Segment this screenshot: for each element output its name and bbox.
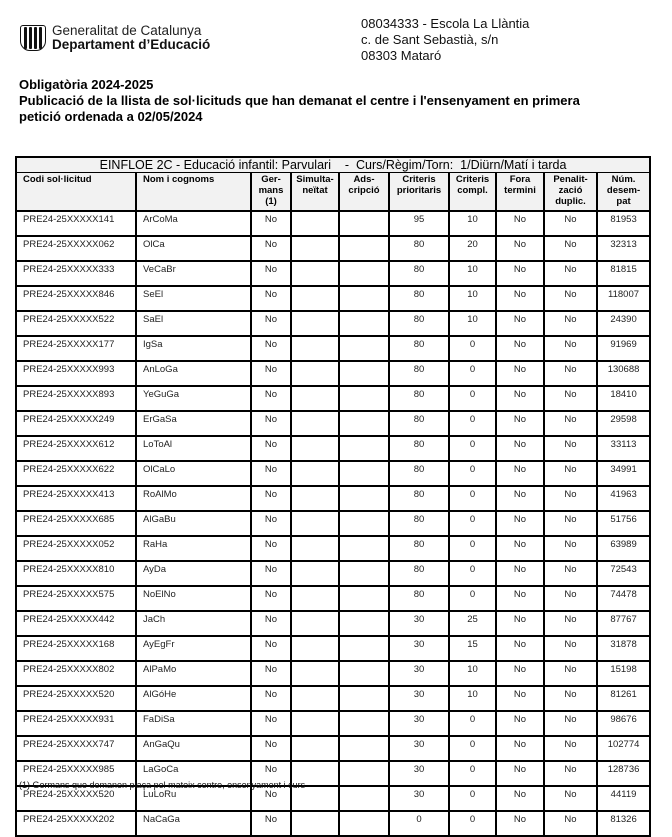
cell-prioritaris: 80 bbox=[389, 236, 449, 261]
cell-germans: No bbox=[251, 236, 291, 261]
cell-compl: 25 bbox=[449, 611, 496, 636]
cell-fora: No bbox=[496, 561, 544, 586]
table-row bbox=[16, 661, 650, 686]
cell-codi: PRE24-25XXXXX985 bbox=[16, 761, 136, 786]
school-city: 08303 Mataró bbox=[361, 48, 442, 63]
cell-desempat: 15198 bbox=[597, 661, 650, 686]
cell-prioritaris: 80 bbox=[389, 411, 449, 436]
cell-simultaneitat bbox=[291, 611, 339, 636]
cell-desempat: 24390 bbox=[597, 311, 650, 336]
cell-desempat: 81815 bbox=[597, 261, 650, 286]
cell-nom: FaDiSa bbox=[136, 711, 251, 736]
cell-adscripcio bbox=[339, 436, 389, 461]
cell-germans: No bbox=[251, 486, 291, 511]
cell-germans: No bbox=[251, 811, 291, 836]
cell-germans: No bbox=[251, 286, 291, 311]
col-header-prioritaris: Criteris prioritaris bbox=[389, 173, 449, 212]
cell-simultaneitat bbox=[291, 461, 339, 486]
cell-prioritaris: 30 bbox=[389, 786, 449, 811]
cell-penal: No bbox=[544, 311, 597, 336]
cell-adscripcio bbox=[339, 286, 389, 311]
cell-simultaneitat bbox=[291, 261, 339, 286]
table-row bbox=[16, 636, 650, 661]
table-row bbox=[16, 386, 650, 411]
cell-prioritaris: 80 bbox=[389, 261, 449, 286]
col-header-compl: Criteris compl. bbox=[449, 173, 496, 212]
cell-penal: No bbox=[544, 786, 597, 811]
cell-simultaneitat bbox=[291, 286, 339, 311]
cell-codi: PRE24-25XXXXX202 bbox=[16, 811, 136, 836]
cell-codi: PRE24-25XXXXX612 bbox=[16, 436, 136, 461]
table-row bbox=[16, 511, 650, 536]
cell-adscripcio bbox=[339, 786, 389, 811]
cell-germans: No bbox=[251, 786, 291, 811]
table-row bbox=[16, 711, 650, 736]
cell-adscripcio bbox=[339, 686, 389, 711]
cell-simultaneitat bbox=[291, 486, 339, 511]
cell-adscripcio bbox=[339, 411, 389, 436]
cell-fora: No bbox=[496, 661, 544, 686]
header-logo bbox=[20, 24, 210, 52]
cell-nom: NaCaGa bbox=[136, 811, 251, 836]
cell-germans: No bbox=[251, 586, 291, 611]
cell-adscripcio bbox=[339, 536, 389, 561]
table-row bbox=[16, 561, 650, 586]
cell-nom: IgSa bbox=[136, 336, 251, 361]
cell-desempat: 91969 bbox=[597, 336, 650, 361]
cell-desempat: 31878 bbox=[597, 636, 650, 661]
cell-compl: 0 bbox=[449, 336, 496, 361]
cell-germans: No bbox=[251, 561, 291, 586]
cell-compl: 0 bbox=[449, 561, 496, 586]
cell-nom: AlPaMo bbox=[136, 661, 251, 686]
cell-prioritaris: 80 bbox=[389, 486, 449, 511]
cell-penal: No bbox=[544, 686, 597, 711]
generalitat-logo-icon bbox=[20, 25, 46, 51]
cell-penal: No bbox=[544, 336, 597, 361]
cell-nom: AnGaQu bbox=[136, 736, 251, 761]
cell-germans: No bbox=[251, 361, 291, 386]
cell-adscripcio bbox=[339, 361, 389, 386]
cell-adscripcio bbox=[339, 486, 389, 511]
cell-simultaneitat bbox=[291, 436, 339, 461]
table-row bbox=[16, 436, 650, 461]
cell-prioritaris: 80 bbox=[389, 311, 449, 336]
cell-simultaneitat bbox=[291, 536, 339, 561]
cell-compl: 0 bbox=[449, 736, 496, 761]
cell-germans: No bbox=[251, 211, 291, 236]
cell-prioritaris: 80 bbox=[389, 586, 449, 611]
cell-germans: No bbox=[251, 336, 291, 361]
cell-germans: No bbox=[251, 686, 291, 711]
cell-prioritaris: 80 bbox=[389, 336, 449, 361]
cell-nom: NoElNo bbox=[136, 586, 251, 611]
cell-penal: No bbox=[544, 586, 597, 611]
cell-germans: No bbox=[251, 536, 291, 561]
cell-codi: PRE24-25XXXXX893 bbox=[16, 386, 136, 411]
table-row bbox=[16, 461, 650, 486]
cell-prioritaris: 80 bbox=[389, 361, 449, 386]
cell-penal: No bbox=[544, 811, 597, 836]
cell-compl: 0 bbox=[449, 761, 496, 786]
cell-prioritaris: 30 bbox=[389, 611, 449, 636]
cell-penal: No bbox=[544, 611, 597, 636]
school-info bbox=[361, 16, 529, 64]
cell-compl: 0 bbox=[449, 586, 496, 611]
cell-simultaneitat bbox=[291, 386, 339, 411]
cell-codi: PRE24-25XXXXX931 bbox=[16, 711, 136, 736]
cell-compl: 10 bbox=[449, 286, 496, 311]
col-header-adscripcio: Ads- cripció bbox=[339, 173, 389, 212]
org-name: Generalitat de Catalunya bbox=[52, 23, 202, 38]
cell-penal: No bbox=[544, 486, 597, 511]
cell-adscripcio bbox=[339, 711, 389, 736]
cell-codi: PRE24-25XXXXX846 bbox=[16, 286, 136, 311]
cell-simultaneitat bbox=[291, 661, 339, 686]
cell-simultaneitat bbox=[291, 686, 339, 711]
cell-germans: No bbox=[251, 711, 291, 736]
cell-fora: No bbox=[496, 786, 544, 811]
cell-adscripcio bbox=[339, 336, 389, 361]
cell-germans: No bbox=[251, 611, 291, 636]
col-header-desempat: Núm. desem- pat bbox=[597, 173, 650, 212]
cell-simultaneitat bbox=[291, 586, 339, 611]
cell-nom: AyDa bbox=[136, 561, 251, 586]
cell-penal: No bbox=[544, 411, 597, 436]
cell-compl: 0 bbox=[449, 786, 496, 811]
cell-penal: No bbox=[544, 761, 597, 786]
cell-nom: RoAlMo bbox=[136, 486, 251, 511]
cell-nom: SaEl bbox=[136, 311, 251, 336]
cell-compl: 0 bbox=[449, 811, 496, 836]
cell-codi: PRE24-25XXXXX747 bbox=[16, 736, 136, 761]
cell-fora: No bbox=[496, 261, 544, 286]
cell-nom: AyEgFr bbox=[136, 636, 251, 661]
cell-fora: No bbox=[496, 311, 544, 336]
cell-germans: No bbox=[251, 661, 291, 686]
table-row bbox=[16, 361, 650, 386]
cell-germans: No bbox=[251, 461, 291, 486]
cell-simultaneitat bbox=[291, 511, 339, 536]
cell-simultaneitat bbox=[291, 236, 339, 261]
cell-compl: 0 bbox=[449, 461, 496, 486]
cell-compl: 0 bbox=[449, 436, 496, 461]
cell-simultaneitat bbox=[291, 711, 339, 736]
cell-nom: OlCaLo bbox=[136, 461, 251, 486]
cell-fora: No bbox=[496, 586, 544, 611]
cell-codi: PRE24-25XXXXX141 bbox=[16, 211, 136, 236]
table-row bbox=[16, 311, 650, 336]
cell-codi: PRE24-25XXXXX249 bbox=[16, 411, 136, 436]
cell-codi: PRE24-25XXXXX168 bbox=[16, 636, 136, 661]
cell-simultaneitat bbox=[291, 211, 339, 236]
cell-fora: No bbox=[496, 236, 544, 261]
cell-nom: YeGuGa bbox=[136, 386, 251, 411]
cell-simultaneitat bbox=[291, 561, 339, 586]
cell-fora: No bbox=[496, 461, 544, 486]
cell-simultaneitat bbox=[291, 311, 339, 336]
cell-codi: PRE24-25XXXXX685 bbox=[16, 511, 136, 536]
cell-prioritaris: 80 bbox=[389, 511, 449, 536]
cell-adscripcio bbox=[339, 211, 389, 236]
cell-penal: No bbox=[544, 711, 597, 736]
cell-adscripcio bbox=[339, 461, 389, 486]
cell-fora: No bbox=[496, 711, 544, 736]
title-description: Publicació de la llista de sol·licituds que han demanat el centre i l'ensenyament en primera bbox=[19, 93, 580, 108]
title-date: petició ordenada a 02/05/2024 bbox=[19, 109, 203, 124]
table-row bbox=[16, 536, 650, 561]
cell-prioritaris: 0 bbox=[389, 811, 449, 836]
cell-nom: JaCh bbox=[136, 611, 251, 636]
cell-compl: 0 bbox=[449, 361, 496, 386]
cell-nom: AnLoGa bbox=[136, 361, 251, 386]
cell-compl: 10 bbox=[449, 211, 496, 236]
cell-desempat: 81261 bbox=[597, 686, 650, 711]
cell-nom: VeCaBr bbox=[136, 261, 251, 286]
cell-penal: No bbox=[544, 661, 597, 686]
col-header-fora: Fora termini bbox=[496, 173, 544, 212]
cell-prioritaris: 30 bbox=[389, 711, 449, 736]
cell-nom: OlCa bbox=[136, 236, 251, 261]
table-row bbox=[16, 686, 650, 711]
cell-penal: No bbox=[544, 261, 597, 286]
cell-prioritaris: 80 bbox=[389, 386, 449, 411]
cell-fora: No bbox=[496, 761, 544, 786]
cell-codi: PRE24-25XXXXX993 bbox=[16, 361, 136, 386]
cell-prioritaris: 80 bbox=[389, 461, 449, 486]
cell-prioritaris: 95 bbox=[389, 211, 449, 236]
cell-nom: AlGaBu bbox=[136, 511, 251, 536]
cell-adscripcio bbox=[339, 511, 389, 536]
cell-simultaneitat bbox=[291, 361, 339, 386]
cell-simultaneitat bbox=[291, 336, 339, 361]
cell-compl: 0 bbox=[449, 486, 496, 511]
cell-fora: No bbox=[496, 511, 544, 536]
col-header-nom: Nom i cognoms bbox=[136, 173, 251, 212]
cell-codi: PRE24-25XXXXX522 bbox=[16, 311, 136, 336]
document-title bbox=[19, 77, 659, 125]
cell-prioritaris: 80 bbox=[389, 561, 449, 586]
cell-germans: No bbox=[251, 736, 291, 761]
cell-simultaneitat bbox=[291, 636, 339, 661]
cell-simultaneitat bbox=[291, 736, 339, 761]
cell-desempat: 18410 bbox=[597, 386, 650, 411]
cell-prioritaris: 80 bbox=[389, 286, 449, 311]
cell-adscripcio bbox=[339, 811, 389, 836]
col-header-germans: Ger- mans (1) bbox=[251, 173, 291, 212]
cell-compl: 10 bbox=[449, 261, 496, 286]
cell-germans: No bbox=[251, 636, 291, 661]
cell-codi: PRE24-25XXXXX520 bbox=[16, 786, 136, 811]
cell-codi: PRE24-25XXXXX802 bbox=[16, 661, 136, 686]
cell-desempat: 74478 bbox=[597, 586, 650, 611]
cell-penal: No bbox=[544, 561, 597, 586]
col-header-codi: Codi sol·licitud bbox=[16, 173, 136, 212]
cell-compl: 0 bbox=[449, 536, 496, 561]
table-row bbox=[16, 411, 650, 436]
cell-germans: No bbox=[251, 311, 291, 336]
cell-adscripcio bbox=[339, 386, 389, 411]
cell-fora: No bbox=[496, 411, 544, 436]
cell-adscripcio bbox=[339, 736, 389, 761]
cell-fora: No bbox=[496, 486, 544, 511]
cell-desempat: 118007 bbox=[597, 286, 650, 311]
table-row bbox=[16, 236, 650, 261]
cell-fora: No bbox=[496, 386, 544, 411]
cell-codi: PRE24-25XXXXX333 bbox=[16, 261, 136, 286]
cell-nom: LoToAl bbox=[136, 436, 251, 461]
col-header-simultaneitat: Simulta- neïtat bbox=[291, 173, 339, 212]
cell-prioritaris: 30 bbox=[389, 761, 449, 786]
cell-codi: PRE24-25XXXXX575 bbox=[16, 586, 136, 611]
cell-penal: No bbox=[544, 211, 597, 236]
school-address: c. de Sant Sebastià, s/n bbox=[361, 32, 499, 47]
cell-nom: ArCoMa bbox=[136, 211, 251, 236]
table-row bbox=[16, 261, 650, 286]
cell-penal: No bbox=[544, 511, 597, 536]
cell-desempat: 63989 bbox=[597, 536, 650, 561]
cell-germans: No bbox=[251, 411, 291, 436]
table-row bbox=[16, 486, 650, 511]
cell-compl: 20 bbox=[449, 236, 496, 261]
cell-prioritaris: 80 bbox=[389, 536, 449, 561]
cell-fora: No bbox=[496, 611, 544, 636]
cell-adscripcio bbox=[339, 611, 389, 636]
cell-adscripcio bbox=[339, 261, 389, 286]
cell-germans: No bbox=[251, 386, 291, 411]
cell-fora: No bbox=[496, 286, 544, 311]
table-row bbox=[16, 611, 650, 636]
cell-fora: No bbox=[496, 636, 544, 661]
table-row bbox=[16, 586, 650, 611]
cell-desempat: 33113 bbox=[597, 436, 650, 461]
cell-desempat: 34991 bbox=[597, 461, 650, 486]
cell-adscripcio bbox=[339, 636, 389, 661]
cell-fora: No bbox=[496, 211, 544, 236]
cell-codi: PRE24-25XXXXX810 bbox=[16, 561, 136, 586]
cell-codi: PRE24-25XXXXX177 bbox=[16, 336, 136, 361]
cell-compl: 10 bbox=[449, 686, 496, 711]
cell-desempat: 32313 bbox=[597, 236, 650, 261]
table-row bbox=[16, 211, 650, 236]
cell-codi: PRE24-25XXXXX413 bbox=[16, 486, 136, 511]
cell-penal: No bbox=[544, 386, 597, 411]
applications-table bbox=[15, 156, 651, 837]
department-name: Departament d’Educació bbox=[52, 37, 211, 52]
title-year: Obligatòria 2024-2025 bbox=[19, 77, 154, 92]
cell-desempat: 130688 bbox=[597, 361, 650, 386]
cell-desempat: 29598 bbox=[597, 411, 650, 436]
cell-compl: 0 bbox=[449, 386, 496, 411]
cell-penal: No bbox=[544, 461, 597, 486]
cell-adscripcio bbox=[339, 661, 389, 686]
cell-desempat: 102774 bbox=[597, 736, 650, 761]
cell-prioritaris: 30 bbox=[389, 736, 449, 761]
cell-prioritaris: 30 bbox=[389, 686, 449, 711]
table-row bbox=[16, 286, 650, 311]
cell-codi: PRE24-25XXXXX062 bbox=[16, 236, 136, 261]
cell-penal: No bbox=[544, 436, 597, 461]
cell-adscripcio bbox=[339, 311, 389, 336]
col-header-penal: Penalit- zació duplic. bbox=[544, 173, 597, 212]
cell-fora: No bbox=[496, 361, 544, 386]
cell-penal: No bbox=[544, 361, 597, 386]
cell-germans: No bbox=[251, 261, 291, 286]
cell-desempat: 87767 bbox=[597, 611, 650, 636]
cell-desempat: 44119 bbox=[597, 786, 650, 811]
cell-compl: 0 bbox=[449, 511, 496, 536]
cell-codi: PRE24-25XXXXX520 bbox=[16, 686, 136, 711]
school-name: 08034333 - Escola La Llàntia bbox=[361, 16, 530, 31]
cell-compl: 15 bbox=[449, 636, 496, 661]
cell-penal: No bbox=[544, 736, 597, 761]
cell-germans: No bbox=[251, 436, 291, 461]
cell-codi: PRE24-25XXXXX052 bbox=[16, 536, 136, 561]
cell-germans: No bbox=[251, 761, 291, 786]
cell-fora: No bbox=[496, 736, 544, 761]
table-row bbox=[16, 811, 650, 836]
cell-adscripcio bbox=[339, 761, 389, 786]
cell-nom: SeEl bbox=[136, 286, 251, 311]
table-header-row bbox=[16, 173, 650, 212]
cell-nom: ErGaSa bbox=[136, 411, 251, 436]
cell-desempat: 72543 bbox=[597, 561, 650, 586]
cell-prioritaris: 30 bbox=[389, 636, 449, 661]
cell-nom: AlGóHe bbox=[136, 686, 251, 711]
table-caption: EINFLOE 2C - Educació infantil: Parvulari - Curs/Règim/Torn: 1/Diürn/Matí i tarda bbox=[16, 157, 650, 173]
cell-compl: 10 bbox=[449, 661, 496, 686]
cell-penal: No bbox=[544, 536, 597, 561]
cell-codi: PRE24-25XXXXX622 bbox=[16, 461, 136, 486]
cell-desempat: 51756 bbox=[597, 511, 650, 536]
cell-prioritaris: 30 bbox=[389, 661, 449, 686]
cell-nom: RaHa bbox=[136, 536, 251, 561]
cell-adscripcio bbox=[339, 236, 389, 261]
cell-fora: No bbox=[496, 536, 544, 561]
cell-fora: No bbox=[496, 436, 544, 461]
cell-simultaneitat bbox=[291, 811, 339, 836]
cell-desempat: 128736 bbox=[597, 761, 650, 786]
cell-compl: 0 bbox=[449, 711, 496, 736]
footnote: (1) Germans que demanen plaça pel mateix centre, ensenyament i curs bbox=[19, 780, 306, 790]
cell-simultaneitat bbox=[291, 411, 339, 436]
cell-adscripcio bbox=[339, 561, 389, 586]
cell-nom: LuLoRu bbox=[136, 786, 251, 811]
cell-desempat: 81326 bbox=[597, 811, 650, 836]
cell-desempat: 41963 bbox=[597, 486, 650, 511]
cell-codi: PRE24-25XXXXX442 bbox=[16, 611, 136, 636]
cell-prioritaris: 80 bbox=[389, 436, 449, 461]
cell-penal: No bbox=[544, 636, 597, 661]
cell-penal: No bbox=[544, 286, 597, 311]
cell-desempat: 81953 bbox=[597, 211, 650, 236]
table-row bbox=[16, 736, 650, 761]
cell-desempat: 98676 bbox=[597, 711, 650, 736]
cell-germans: No bbox=[251, 511, 291, 536]
cell-nom: LaGoCa bbox=[136, 761, 251, 786]
cell-fora: No bbox=[496, 336, 544, 361]
cell-compl: 10 bbox=[449, 311, 496, 336]
cell-adscripcio bbox=[339, 586, 389, 611]
cell-fora: No bbox=[496, 811, 544, 836]
cell-fora: No bbox=[496, 686, 544, 711]
cell-compl: 0 bbox=[449, 411, 496, 436]
cell-penal: No bbox=[544, 236, 597, 261]
table-row bbox=[16, 336, 650, 361]
